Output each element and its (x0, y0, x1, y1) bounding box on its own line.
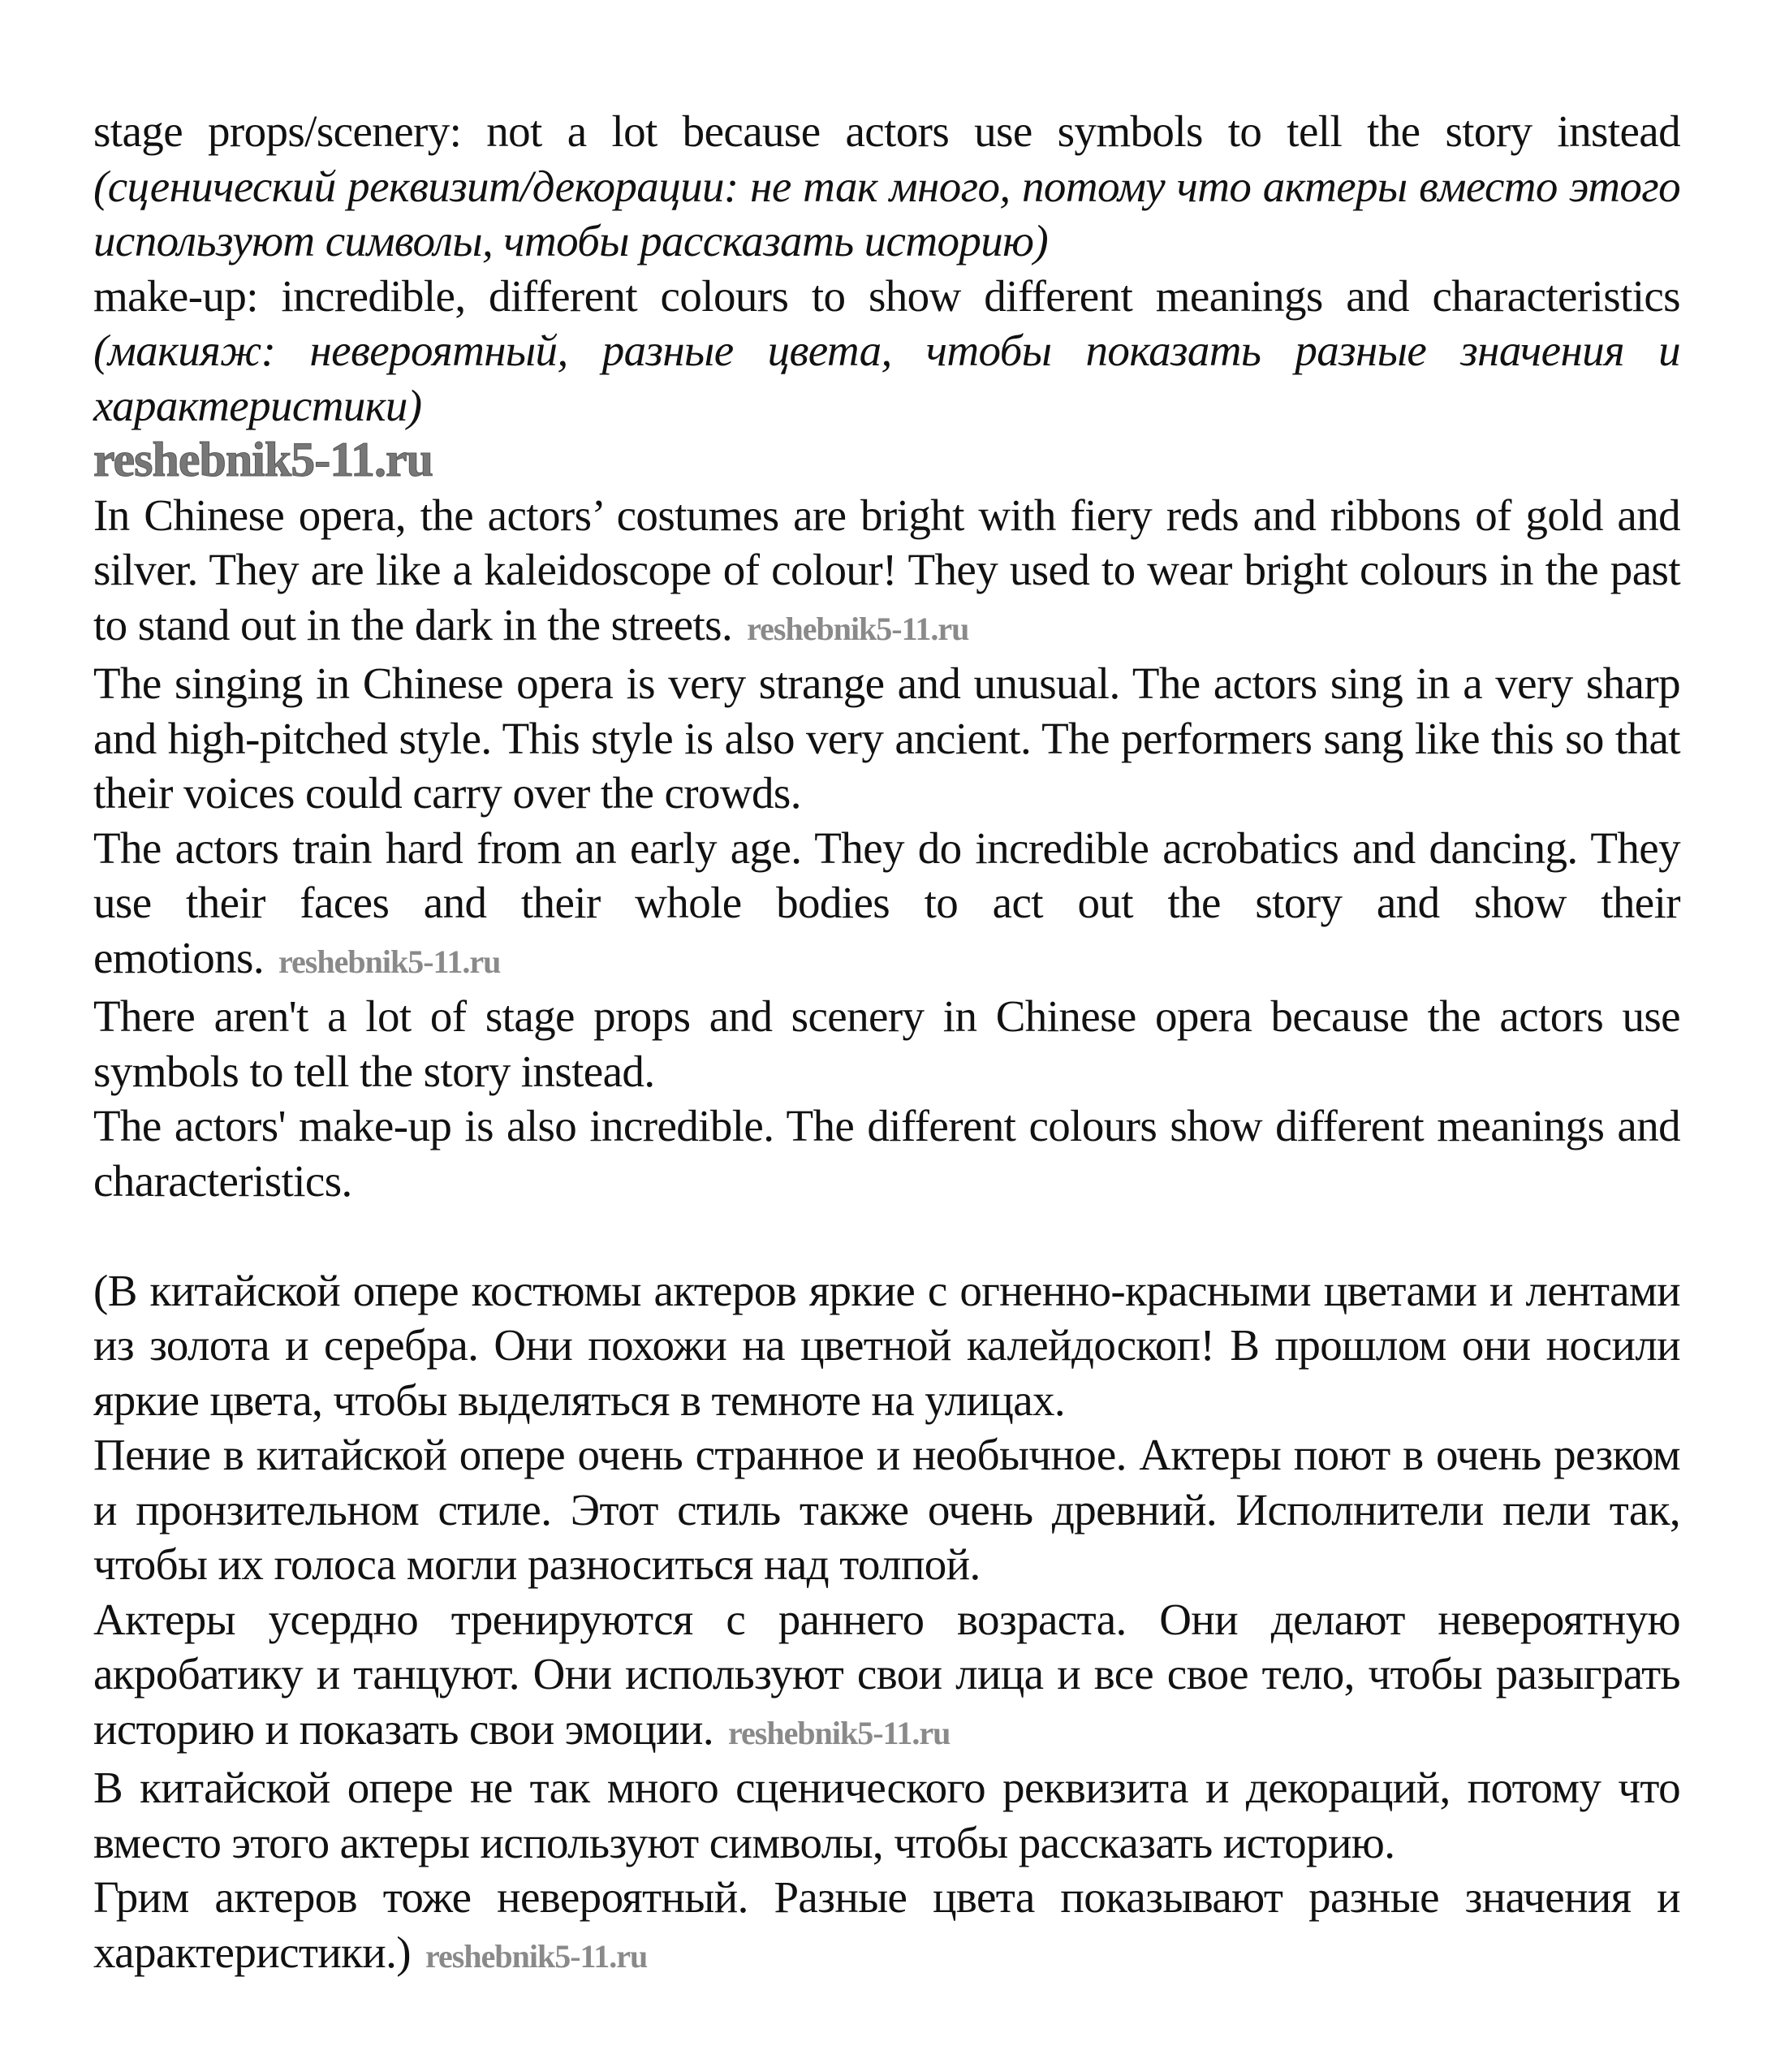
watermark-row (93, 1208, 1680, 1263)
russian-paragraph: Пение в китайской опере очень странное и необычное. Актеры поют в очень резком и пронзительном стиле. Этот стиль также очень древний. Исполнители пели так, чтобы их голоса могли разноситься над толпой. (93, 1430, 1680, 1589)
paragraph-text: The actors train hard from an early age. They do incredible acrobatics and dancing. They use their faces and their whole bodies to act out the story and show their emotions. (93, 822, 1680, 982)
russian-paragraph: (В китайской опере костюмы актеров яркие с огненно-красными цветами и лентами из золота и серебра. Они похожи на цветной калейдоскоп! В прошлом они носили яркие цвета, чтобы выделяться в темноте на улицах. (93, 1265, 1680, 1425)
watermark: reshebnik5-11.ru (278, 943, 501, 980)
note-ru: (макияж: невероятный, разные цвета, чтобы показать разные значения и характеристики) (93, 326, 1680, 430)
watermark: reshebnik5-11.ru (93, 433, 433, 486)
document-page (93, 104, 1680, 1984)
paragraph-text: In Chinese opera, the actors’ costumes are bright with fiery reds and ribbons of gold and silver. They are like a kaleidoscope of colour! They used to wear bright colours in the past to stand out in the dark in the streets. (93, 490, 1680, 650)
english-paragraph (93, 821, 1680, 990)
note-ru: (сценический реквизит/декорации: не так много, потому что актеры вместо этого используют символы, чтобы рассказать историю) (93, 161, 1680, 265)
note-en: stage props/scenery: not a lot because actors use symbols to tell the story instead (93, 106, 1680, 156)
english-paragraph: The actors' make-up is also incredible. The different colours show different meanings and characteristics. (93, 1101, 1680, 1206)
paragraph-text: Актеры усердно тренируются с раннего возраста. Они делают невероятную акробатику и танцуют. Они используют свои лица и все свое тело, чтобы разыграть историю и показать свои эмоции. (93, 1594, 1680, 1754)
english-paragraph (93, 488, 1680, 657)
paragraph-text: Грим актеров тоже невероятный. Разные цвета показывают разные значения и характеристики.) (93, 1872, 1680, 1977)
russian-paragraph (93, 1592, 1680, 1761)
watermark: reshebnik5-11.ru (425, 1937, 648, 1975)
note-make-up (93, 269, 1680, 434)
russian-paragraph (93, 1870, 1680, 1984)
watermark: reshebnik5-11.ru (747, 610, 969, 647)
russian-paragraph: В китайской опере не так много сценического реквизита и декораций, потому что вместо этого актеры используют символы, чтобы рассказать историю. (93, 1763, 1680, 1867)
english-paragraph: There aren't a lot of stage props and scenery in Chinese opera because the actors use symbols to tell the story instead. (93, 991, 1680, 1096)
english-paragraph: The singing in Chinese opera is very strange and unusual. The actors sing in a very sharp and high-pitched style. This style is also very ancient. The performers sang like this so that their voices could carry over the crowds. (93, 658, 1680, 818)
note-en: make-up: incredible, different colours to show different meanings and characteristics (93, 270, 1680, 321)
watermark-row (93, 433, 1680, 488)
note-stage-props (93, 104, 1680, 269)
watermark: reshebnik5-11.ru (728, 1714, 951, 1751)
